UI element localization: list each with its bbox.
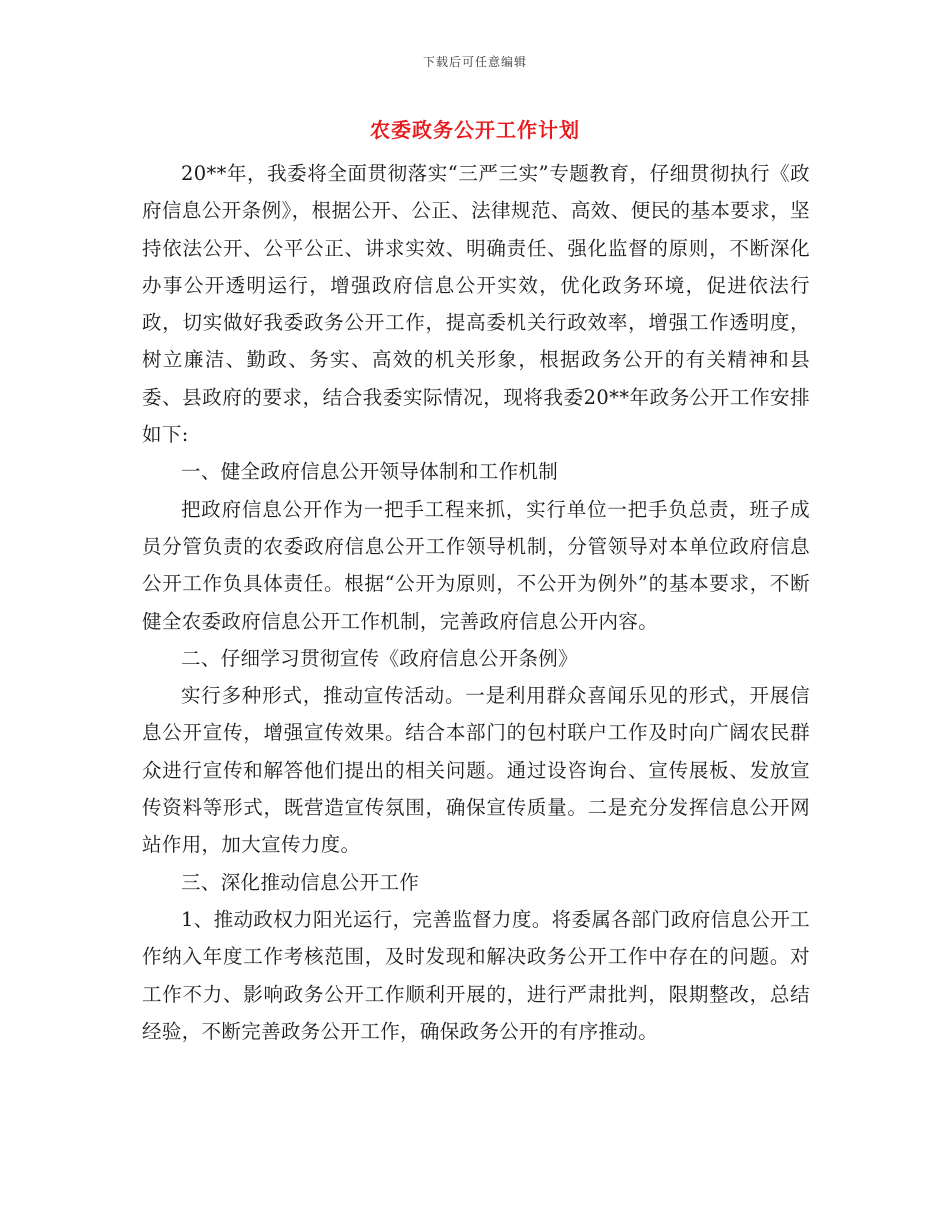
section-heading-1: 一、健全政府信息公开领导体制和工作机制: [181, 460, 559, 484]
document-body: [142, 155, 810, 1050]
paragraph-section-1: 把政府信息公开作为一把手工程来抓，实行单位一把手负总责，班子成员分管负责的农委政府信息公开工作领导机制，分管领导对本单位政府信息公开工作负具体责任。根据“公开为原则，不公开为例外”的基本要求，不断健全农委政府信息公开工作机制，完善政府信息公开内容。: [142, 497, 810, 633]
paragraph-section-2: 实行多种形式，推动宣传活动。一是利用群众喜闻乐见的形式，开展信息公开宣传，增强宣传效果。结合本部门的包村联户工作及时向广阔农民群众进行宣传和解答他们提出的相关问题。通过设咨询台、宣传展板、发放宣传资料等形式，既营造宣传氛围，确保宣传质量。二是充分发挥信息公开网站作用，加大宣传力度。: [142, 684, 810, 857]
paragraph-intro: 20**年，我委将全面贯彻落实“三严三实”专题教育，仔细贯彻执行《政府信息公开条例》，根据公开、公正、法律规范、高效、便民的基本要求，坚持依法公开、公平公正、讲求实效、明确责任、强化监督的原则，不断深化办事公开透明运行，增强政府信息公开实效，优化政务环境，促进依法行政，切实做好我委政务公开工作，提高委机关行政效率，增强工作透明度，树立廉洁、勤政、务实、高效的机关形象，根据政务公开的有关精神和县委、县政府的要求，结合我委实际情况，现将我委20**年政务公开工作安排如下:: [142, 162, 810, 447]
section-heading-3: 三、深化推动信息公开工作: [181, 870, 420, 894]
paragraph-section-3-item-1: 1、推动政权力阳光运行，完善监督力度。将委属各部门政府信息公开工作纳入年度工作考核范围，及时发现和解决政务公开工作中存在的问题。对工作不力、影响政务公开工作顺利开展的，进行严肃批判，限期整改，总结经验，不断完善政务公开工作，确保政务公开的有序推动。: [142, 907, 810, 1043]
page-header-note: 下载后可任意编辑: [422, 55, 527, 69]
document-title: 农委政务公开工作计划: [370, 118, 580, 142]
section-heading-2: 二、仔细学习贯彻宣传《政府信息公开条例》: [181, 646, 579, 670]
